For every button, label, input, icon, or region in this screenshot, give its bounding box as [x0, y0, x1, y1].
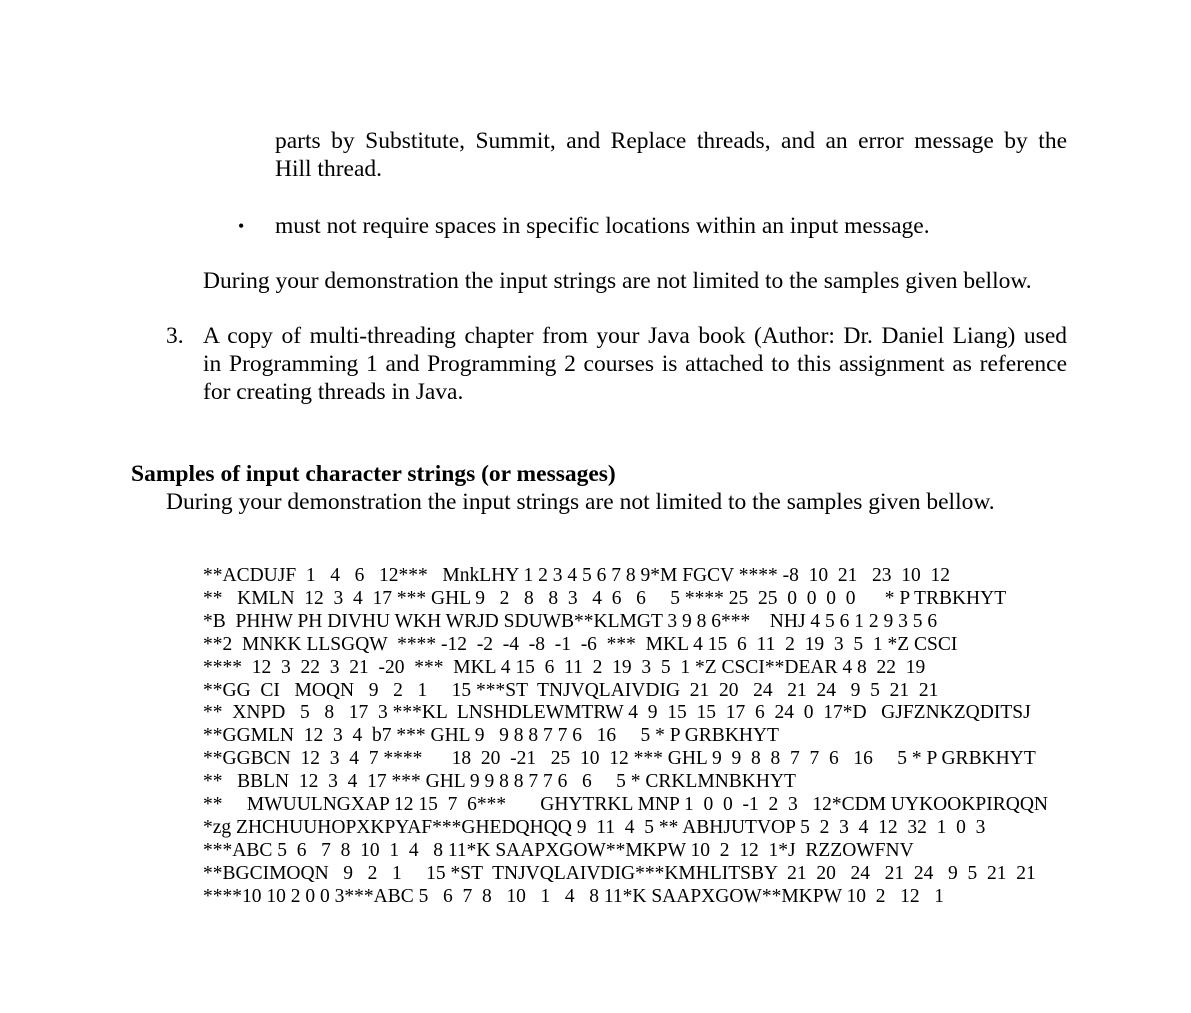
sample-line: *B PHHW PH DIVHU WKH WRJD SDUWB**KLMGT 3 9 8 6*** NHJ 4 5 6 1 2 9 3 5 6 [203, 610, 938, 632]
sample-line: **GGBCN 12 3 4 7 **** 18 20 -21 25 10 12 *** GHL 9 9 8 8 7 7 6 16 5 * P GRBKHYT [203, 748, 1036, 770]
continuation-line: Hill thread. [275, 156, 383, 182]
item-line: for creating threads in Java. [203, 379, 464, 405]
sample-line: *zg ZHCHUUHOPXKPYAF***GHEDQHQQ 9 11 4 5 ** ABHJUTVOP 5 2 3 4 12 32 1 0 3 [203, 816, 986, 838]
sample-line: ** MWUULNGXAP 12 15 7 6*** GHYTRKL MNP 1 0 0 -1 2 3 12*CDM UYKOOKPIRQQN [203, 794, 1049, 816]
sample-line: **BGCIMOQN 9 2 1 15 *ST TNJVQLAIVDIG***KMHLITSBY 21 20 24 21 24 9 5 21 21 [203, 862, 1036, 884]
section-heading: Samples of input character strings (or messages) [131, 461, 616, 487]
sample-line: **GGMLN 12 3 4 b7 *** GHL 9 9 8 8 7 7 6 16 5 * P GRBKHYT [203, 725, 779, 747]
continuation-line: parts by Substitute, Summit, and Replace threads, and an error message by the [275, 128, 1067, 154]
sample-line: **2 MNKK LLSGQW **** -12 -2 -4 -8 -1 -6 *** MKL 4 15 6 11 2 19 3 5 1 *Z CSCI [203, 633, 958, 655]
item-number: 3. [166, 323, 184, 349]
sample-line: ** KMLN 12 3 4 17 *** GHL 9 2 8 8 3 4 6 6 5 **** 25 25 0 0 0 0 * P TRBKHYT [203, 587, 1007, 609]
sample-strings-block [203, 565, 1103, 909]
sample-line: ****10 10 2 0 0 3***ABC 5 6 7 8 10 1 4 8 11*K SAAPXGOW**MKPW 10 2 12 1 [203, 885, 945, 907]
sample-line: **ACDUJF 1 4 6 12*** MnkLHY 1 2 3 4 5 6 7 8 9*M FGCV **** -8 10 21 23 10 12 [203, 565, 950, 586]
sample-line: ** XNPD 5 8 17 3 ***KL LNSHDLEWMTRW 4 9 15 15 17 6 24 0 17*D GJFZNKZQDITSJ [203, 702, 1031, 724]
demonstration-note: During your demonstration the input strings are not limited to the samples given bellow. [203, 268, 1032, 294]
bullet-marker: • [238, 216, 245, 236]
section-note: During your demonstration the input strings are not limited to the samples given bellow. [166, 489, 995, 515]
item-line: in Programming 1 and Programming 2 courses is attached to this assignment as reference [203, 351, 1067, 377]
sample-line: ** BBLN 12 3 4 17 *** GHL 9 9 8 8 7 7 6 6 5 * CRKLMNBKHYT [203, 771, 796, 793]
item-body [203, 322, 1067, 406]
bullet-text: must not require spaces in specific locations within an input message. [275, 213, 930, 239]
sample-line: **** 12 3 22 3 21 -20 *** MKL 4 15 6 11 2 19 3 5 1 *Z CSCI**DEAR 4 8 22 19 [203, 656, 926, 678]
continuation-paragraph [275, 127, 1067, 183]
sample-line: ***ABC 5 6 7 8 10 1 4 8 11*K SAAPXGOW**MKPW 10 2 12 1*J RZZOWFNV [203, 839, 914, 861]
sample-line: **GG CI MOQN 9 2 1 15 ***ST TNJVQLAIVDIG 21 20 24 21 24 9 5 21 21 [203, 679, 939, 701]
item-line: A copy of multi-threading chapter from your Java book (Author: Dr. Daniel Liang) used [203, 323, 1067, 349]
